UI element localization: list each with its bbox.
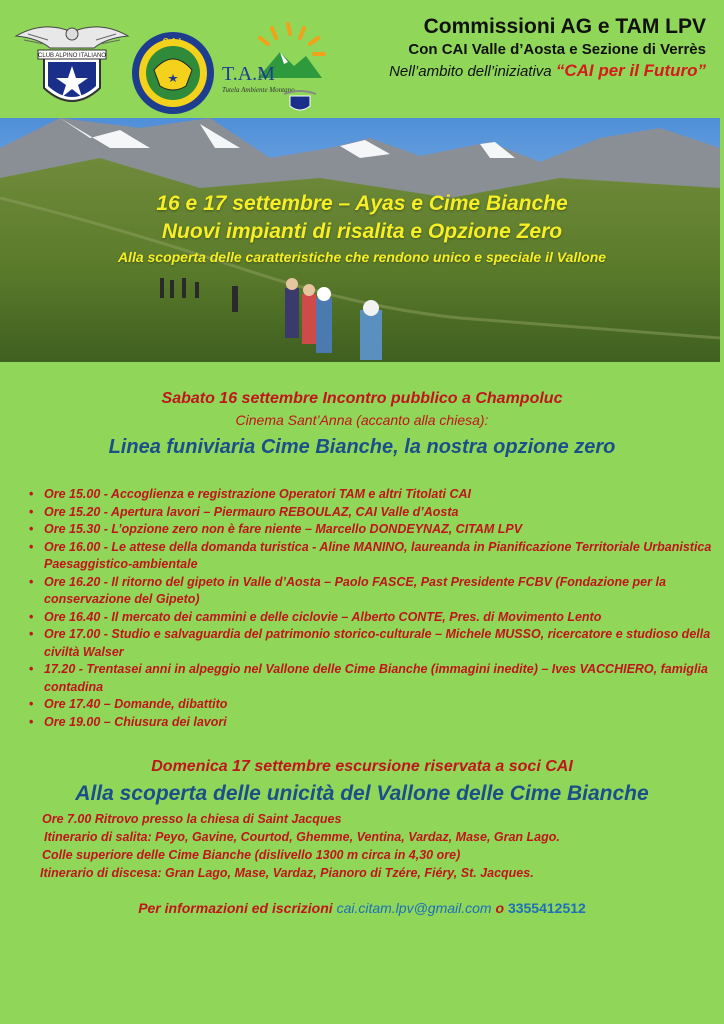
sunday-line: Ore 7.00 Ritrovo presso la chiesa di Saint Jacques [42, 812, 342, 826]
tam-logo-subtitle: Tutela Ambiente Montano [222, 86, 295, 94]
header-line-1: Commissioni AG e TAM LPV [423, 15, 706, 38]
sunday-title: Domenica 17 settembre escursione riservata a soci CAI [151, 758, 573, 775]
header-line-2: Con CAI Valle d’Aosta e Sezione di Verrès [408, 41, 706, 58]
saturday-venue: Cinema Sant’Anna (accanto alla chiesa): [235, 412, 489, 428]
cai-eagle-star-emblem-icon [14, 18, 130, 118]
tam-sun-mountain-logo-icon [218, 18, 340, 116]
header-title-block [336, 14, 706, 83]
contact-info [0, 900, 724, 916]
program-item: • Ore 15.00 - Accoglienza e registrazione Operatori TAM e altri Titolati CAI [44, 486, 714, 504]
program-item: • 17.20 - Trentasei anni in alpeggio nel Vallone delle Cime Bianche (immagini inedite) – Ives VACCHIERO, famiglia contadina [44, 661, 714, 696]
program-item: • Ore 17.40 – Domande, dibattito [44, 696, 714, 714]
alpinismo-giovanile-badge-icon [130, 30, 216, 116]
contact-phone[interactable]: 3355412512 [507, 900, 586, 916]
svg-text:C.A.I.: C.A.I. [162, 37, 184, 46]
contact-separator: o [491, 900, 508, 916]
program-item: • Ore 15.20 - Apertura lavori – Piermauro REBOULAZ, CAI Valle d’Aosta [44, 504, 714, 522]
contact-email-link[interactable]: cai.citam.lpv@gmail.com [336, 900, 492, 916]
header-line-3 [336, 60, 706, 83]
cai-emblem-text: CLUB ALPINO ITALIANO [38, 53, 106, 59]
header-initiative-name: “CAI per il Futuro” [555, 61, 706, 80]
header-line-3-prefix: Nell’ambito dell’iniziativa [389, 63, 556, 80]
banner-title: 16 e 17 settembre – Ayas e Cime Bianche [156, 192, 568, 215]
program-item: • Ore 16.00 - Le attese della domanda turistica - Aline MANINO, laureanda in Pianificazione Territoriale Urbanistica Paesaggistico-ambientale [44, 539, 714, 574]
saturday-title: Sabato 16 settembre Incontro pubblico a Champoluc [161, 390, 563, 407]
sunday-line: Itinerario di salita: Peyo, Gavine, Courtod, Ghemme, Ventina, Vardaz, Mase, Gran Lago. [44, 830, 560, 844]
saturday-headline: Linea funiviaria Cime Bianche, la nostra opzione zero [108, 436, 616, 458]
banner-tagline: Alla scoperta delle caratteristiche che rendono unico e speciale il Vallone [117, 249, 607, 265]
program-item: • Ore 19.00 – Chiusura dei lavori [44, 714, 714, 732]
program-item: • Ore 16.20 - Il ritorno del gipeto in Valle d’Aosta – Paolo FASCE, Past Presidente FCBV (Fondazione per la conservazione del Gipeto) [44, 574, 714, 609]
program-item: • Ore 15.30 - L’opzione zero non è fare niente – Marcello DONDEYNAZ, CITAM LPV [44, 521, 714, 539]
saturday-program-list [28, 486, 714, 731]
tam-logo-text: T.A.M [222, 63, 275, 85]
contact-prefix: Per informazioni ed iscrizioni [138, 900, 337, 916]
sunday-details [42, 810, 692, 882]
sunday-headline: Alla scoperta delle unicità del Vallone delle Cime Bianche [75, 782, 649, 805]
banner-subtitle: Nuovi impianti di risalita e Opzione Zero [161, 220, 563, 243]
program-item: • Ore 16.40 - Il mercato dei cammini e delle ciclovie – Alberto CONTE, Pres. di Movimento Lento [44, 609, 714, 627]
sunday-line: Itinerario di discesa: Gran Lago, Mase, Vardaz, Pianoro di Tzére, Fiéry, St. Jacques. [40, 866, 534, 880]
sunday-line: Colle superiore delle Cime Bianche (dislivello 1300 m circa in 4,30 ore) [42, 848, 461, 862]
program-item: • Ore 17.00 - Studio e salvaguardia del patrimonio storico-culturale – Michele MUSSO, ricercatore e studioso della civiltà Walser [44, 626, 714, 661]
banner-text [0, 190, 724, 268]
